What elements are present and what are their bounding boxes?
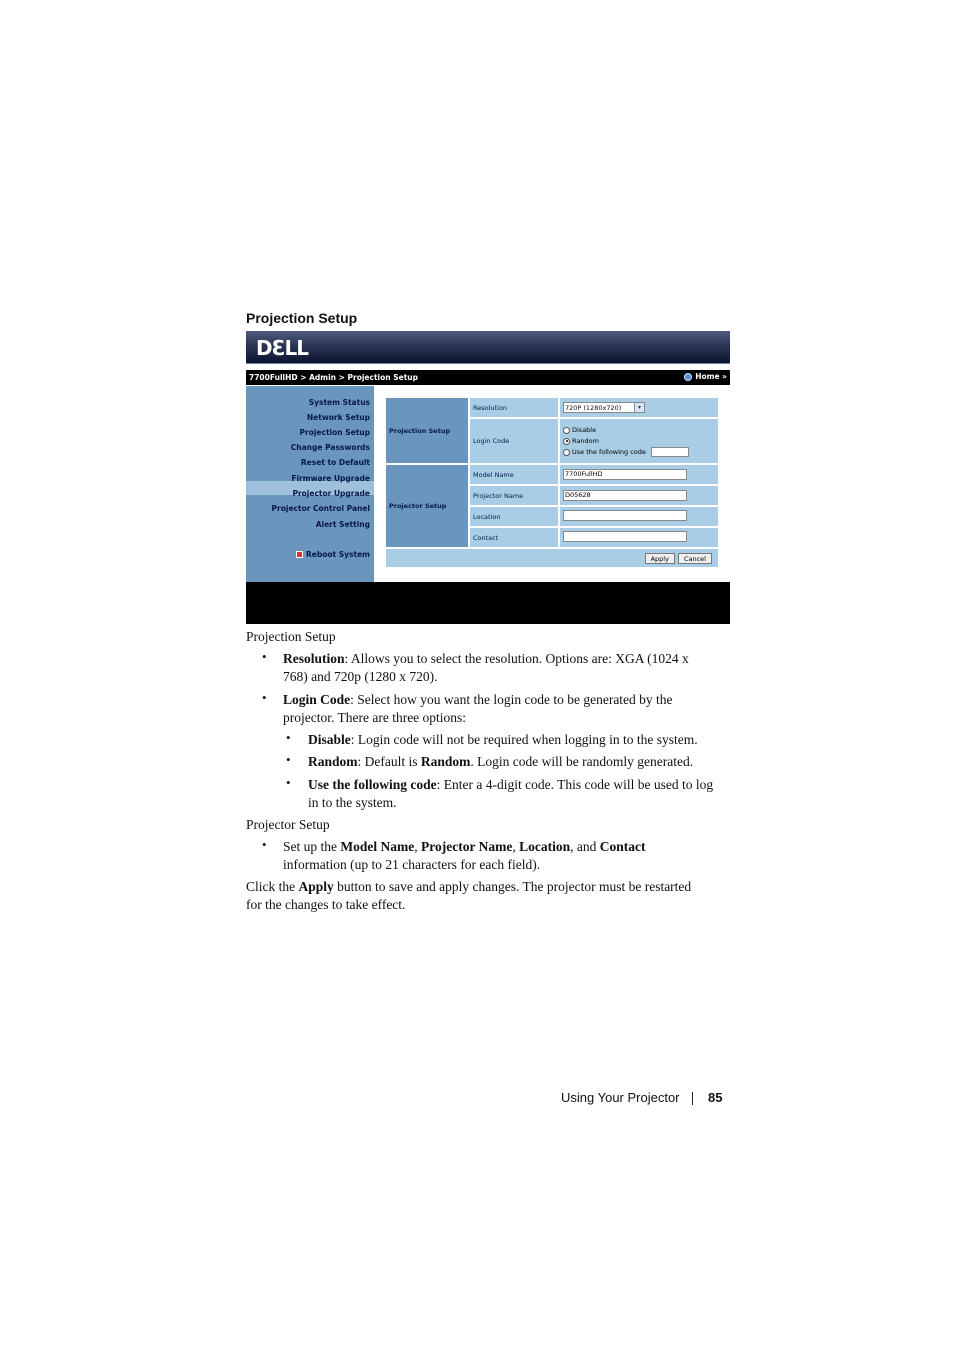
location-input[interactable] bbox=[563, 510, 687, 521]
web-admin-screenshot bbox=[246, 331, 730, 624]
disable-desc: Disable: Login code will not be required when logging in to the system. bbox=[308, 732, 698, 747]
sidebar-item-network-setup[interactable]: Network Setup bbox=[306, 413, 370, 422]
reboot-icon bbox=[296, 551, 303, 558]
dell-logo: DƐLL bbox=[256, 336, 309, 360]
radio-random[interactable] bbox=[563, 438, 570, 445]
chevron-down-icon: ▾ bbox=[634, 403, 644, 412]
projector-name-input[interactable]: D05628 bbox=[563, 490, 687, 501]
page-number: 85 bbox=[708, 1090, 723, 1105]
bullet: • bbox=[262, 649, 267, 664]
apply-instructions: Click the Apply button to save and apply changes. The projector must be restarted for the changes to take effect. bbox=[246, 879, 692, 912]
bullet: • bbox=[262, 690, 267, 705]
radio-use-code-label: Use the following code bbox=[572, 448, 646, 456]
login-code-input[interactable] bbox=[651, 447, 689, 457]
breadcrumb: 7700FullHD > Admin > Projection Setup bbox=[249, 373, 419, 382]
sidebar-item-projection-setup[interactable]: Projection Setup bbox=[299, 428, 370, 437]
group-projection-setup: Projection Setup bbox=[386, 398, 468, 463]
apply-button[interactable]: Apply bbox=[645, 553, 675, 564]
sidebar-item-firmware-upgrade[interactable]: Firmware Upgrade bbox=[291, 474, 370, 483]
login-code-desc: Login Code: Select how you want the login code to be generated by the projector. There are three options: bbox=[283, 692, 673, 725]
home-icon bbox=[684, 373, 692, 381]
banner bbox=[246, 331, 730, 364]
location-label: Location bbox=[470, 507, 558, 526]
random-desc: Random: Default is Random. Login code will be randomly generated. bbox=[308, 754, 694, 769]
subheading-projection-setup: Projection Setup bbox=[246, 629, 336, 644]
home-label: Home » bbox=[695, 372, 727, 381]
projector-setup-desc: Set up the Model Name, Projector Name, Location, and Contact information (up to 21 characters for each field). bbox=[283, 839, 646, 872]
resolution-label: Resolution bbox=[470, 398, 558, 417]
sidebar-item-alert-setting[interactable]: Alert Setting bbox=[315, 520, 370, 529]
radio-disable[interactable] bbox=[563, 427, 570, 434]
footer-section-title: Using Your Projector bbox=[561, 1090, 680, 1105]
content-panel bbox=[374, 386, 730, 582]
bullet: • bbox=[286, 730, 291, 745]
settings-form bbox=[384, 396, 720, 569]
group-projector-setup: Projector Setup bbox=[386, 465, 468, 547]
model-name-label: Model Name bbox=[470, 465, 558, 484]
radio-use-code[interactable] bbox=[563, 449, 570, 456]
bullet: • bbox=[286, 752, 291, 767]
sidebar bbox=[246, 386, 374, 582]
breadcrumb-bar bbox=[246, 370, 730, 385]
resolution-desc: Resolution: Allows you to select the resolution. Options are: XGA (1024 x 768) and 720p (1280 x 720). bbox=[283, 651, 689, 684]
resolution-value: 720P (1280x720) bbox=[565, 403, 622, 412]
screenshot-footer-bar bbox=[246, 582, 730, 624]
sidebar-item-system-status[interactable]: System Status bbox=[308, 398, 370, 407]
radio-random-label: Random bbox=[572, 437, 599, 445]
login-code-label: Login Code bbox=[470, 419, 558, 463]
section-heading: Projection Setup bbox=[246, 310, 358, 326]
sidebar-item-projector-upgrade[interactable]: Projector Upgrade bbox=[292, 489, 370, 498]
sidebar-item-change-passwords[interactable]: Change Passwords bbox=[290, 443, 370, 452]
contact-label: Contact bbox=[470, 528, 558, 547]
contact-input[interactable] bbox=[563, 531, 687, 542]
cancel-button[interactable]: Cancel bbox=[678, 553, 712, 564]
bullet: • bbox=[286, 775, 291, 790]
radio-disable-label: Disable bbox=[572, 426, 597, 434]
projector-name-label: Projector Name bbox=[470, 486, 558, 505]
sidebar-item-reset-default[interactable]: Reset to Default bbox=[300, 458, 370, 467]
sidebar-item-reboot[interactable] bbox=[296, 550, 370, 559]
subheading-projector-setup: Projector Setup bbox=[246, 817, 330, 832]
resolution-select[interactable] bbox=[563, 402, 645, 413]
home-link[interactable] bbox=[684, 372, 727, 381]
bullet: • bbox=[262, 837, 267, 852]
sidebar-item-control-panel[interactable]: Projector Control Panel bbox=[271, 504, 370, 513]
footer-divider bbox=[692, 1092, 693, 1105]
model-name-input[interactable]: 7700FullHD bbox=[563, 469, 687, 480]
reboot-label: Reboot System bbox=[306, 550, 370, 559]
button-row bbox=[386, 549, 718, 567]
use-code-desc: Use the following code: Enter a 4-digit code. This code will be used to log in to the system. bbox=[308, 777, 714, 810]
